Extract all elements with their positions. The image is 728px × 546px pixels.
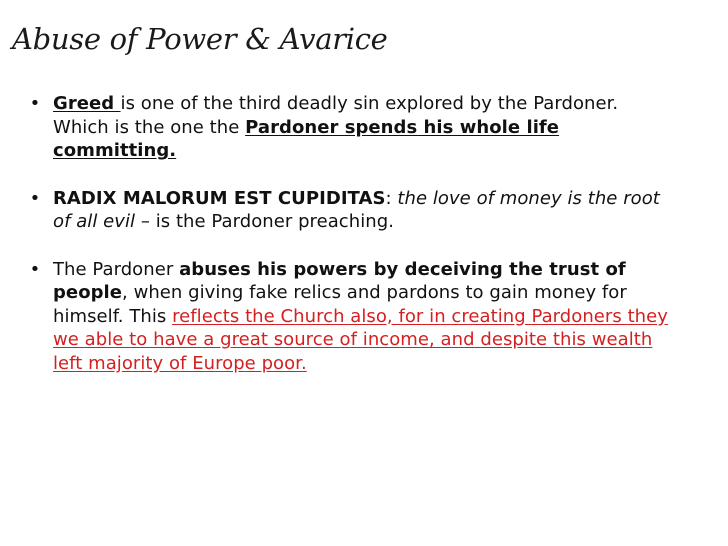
bullet-radix [26,187,676,234]
bullet-pardoner [26,258,676,376]
bullet-dot-icon: • [29,93,41,114]
greed-term: Greed [53,93,121,114]
bullet-list [26,92,676,375]
slide-title: Abuse of Power & Avarice [12,22,388,56]
greed-text: is one of the third deadly sin explored by the Pardoner. Which is the one the [53,93,619,138]
bullet-greed [26,92,676,163]
latin-phrase: RADIX MALORUM EST CUPIDITAS [53,187,386,209]
radix-text: – is the Pardoner preaching. [135,211,394,232]
pardoner-text: , when giving fake relics and pardons to gain money for himself. This [53,282,627,327]
latin-translation: the love of money is the root of all evil [53,187,660,232]
church-reflection: reflects the Church also, for in creating Pardoners they we able to have a great source of income, and despite this wealth left majority of Europe poor. [53,305,668,374]
pardoner-intro: The Pardoner [53,258,180,280]
pardoner-emphasis: abuses his powers by deceiving the trust of people [53,258,626,303]
bullet-dot-icon: • [29,258,41,280]
latin-colon: : [385,187,398,209]
greed-emphasis: Pardoner spends his whole life committing. [53,116,560,161]
bullet-dot-icon: • [29,187,41,209]
